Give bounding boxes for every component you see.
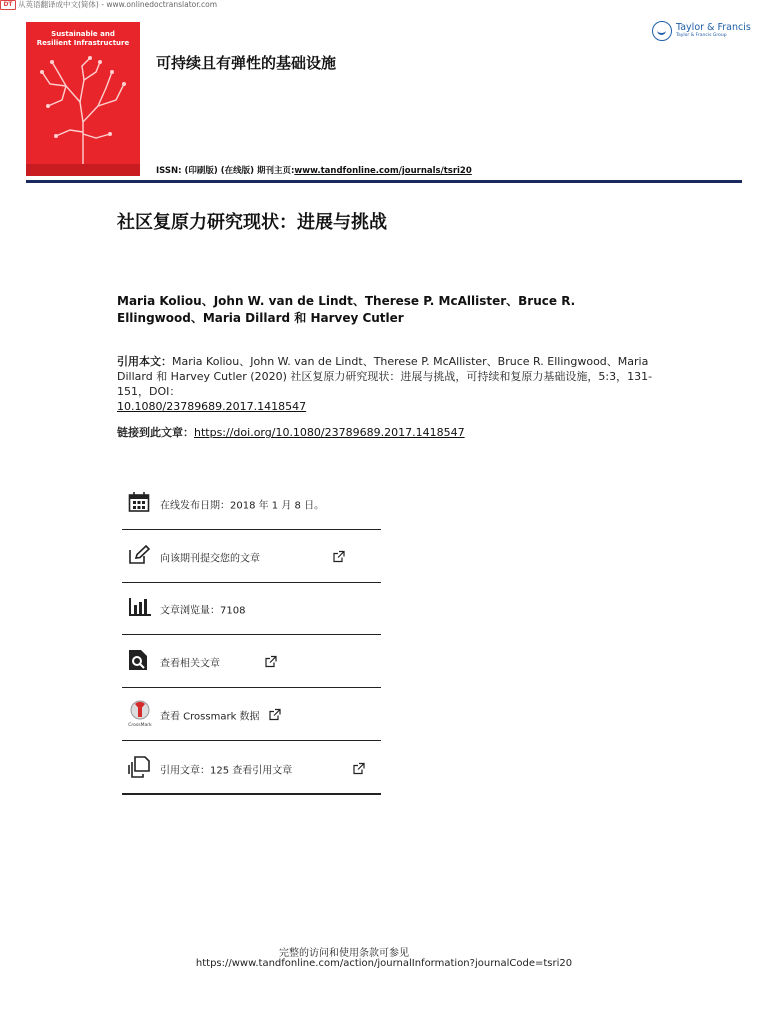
- row-divider: [122, 529, 381, 531]
- citing-articles-link[interactable]: 引用文章：125 查看引用文章: [160, 765, 293, 776]
- translator-banner: [0, 0, 217, 10]
- citation-block: [117, 354, 662, 414]
- journal-title: 可持续且有弹性的基础设施: [156, 54, 337, 72]
- cover-title-line-2: Resilient Infrastructure: [36, 39, 130, 47]
- published-date-row: [122, 478, 381, 530]
- article-doi-url-link[interactable]: https://doi.org/10.1080/23789689.2017.1418547: [194, 426, 465, 439]
- publisher-logo-subtext: Taylor & Francis Group: [676, 33, 727, 38]
- calendar-icon: [128, 491, 150, 517]
- issn-line: [156, 164, 472, 176]
- citation-label: 引用本文：: [117, 355, 172, 368]
- crossmark-icon-label: CrossMark: [128, 723, 152, 727]
- doi-link[interactable]: 10.1080/23789689.2017.1418547: [117, 400, 307, 413]
- crossmark-row[interactable]: [122, 689, 381, 741]
- row-divider: [122, 687, 381, 689]
- header-divider: [26, 180, 742, 183]
- external-link-icon: [269, 706, 281, 725]
- copy-pages-icon: [128, 756, 150, 782]
- related-articles-link[interactable]: 查看相关文章: [160, 658, 220, 670]
- terms-notice-text: 完整的访问和使用条款可参见: [279, 948, 409, 959]
- journal-homepage-link[interactable]: www.tandfonline.com/journals/tsri20: [294, 166, 472, 176]
- taylor-francis-logo-icon: [652, 21, 672, 41]
- issn-prefix: ISSN: (印刷版) (在线版) 期刊主页:: [156, 166, 295, 176]
- article-views-row: [122, 583, 381, 635]
- crossmark-icon: [126, 699, 154, 731]
- external-link-icon: [265, 653, 277, 672]
- published-date-text: 在线发布日期：2018 年 1 月 8 日。: [160, 500, 325, 512]
- author-list: [117, 293, 587, 327]
- edit-pencil-icon: [128, 545, 150, 569]
- article-link-label: 链接到此文章：: [117, 426, 194, 439]
- journal-cover-image: [26, 22, 140, 176]
- row-divider: [122, 793, 381, 795]
- terms-notice: [0, 944, 768, 959]
- publisher-logo: [652, 21, 751, 41]
- article-title: 社区复原力研究现状：进展与挑战: [117, 212, 387, 233]
- external-link-icon: [353, 759, 365, 778]
- terms-url[interactable]: https://www.tandfonline.com/action/journalInformation?journalCode=tsri20: [195, 958, 573, 969]
- submit-article-link[interactable]: 向该期刊提交您的文章: [160, 553, 260, 565]
- submit-article-row[interactable]: [122, 531, 381, 583]
- article-views-text: 文章浏览量：7108: [160, 605, 246, 617]
- citation-text: Maria Koliou、John W. van de Lindt、Therese P. McAllister、Bruce R. Ellingwood、Maria Dillard 和 Harvey Cutler (2020) 社区复原力研究现状：进展与挑战，可持续和复原力基础设施，5:3，131-151，DOI：: [117, 355, 653, 398]
- citing-articles-row[interactable]: [122, 742, 381, 795]
- article-link-line: [117, 424, 465, 440]
- translator-logo-icon: DT: [0, 0, 16, 10]
- row-divider: [122, 634, 381, 636]
- bar-chart-icon: [128, 597, 152, 621]
- publisher-logo-text: Taylor & Francis: [676, 22, 751, 33]
- row-divider: [122, 740, 381, 742]
- cover-title-line-1: Sustainable and: [51, 30, 115, 38]
- related-articles-row[interactable]: [122, 636, 381, 688]
- authors-line-2: Ellingwood、Maria Dillard 和 Harvey Cutler: [117, 311, 404, 325]
- crossmark-link[interactable]: 查看 Crossmark 数据: [160, 711, 260, 723]
- document-search-icon: [128, 649, 148, 675]
- authors-line-1: Maria Koliou、John W. van de Lindt、Therese P. McAllister、Bruce R.: [117, 294, 576, 308]
- external-link-icon: [333, 548, 345, 567]
- translator-banner-text: 从英语翻译成中文(简体) - www.onlinedoctranslator.com: [18, 0, 218, 9]
